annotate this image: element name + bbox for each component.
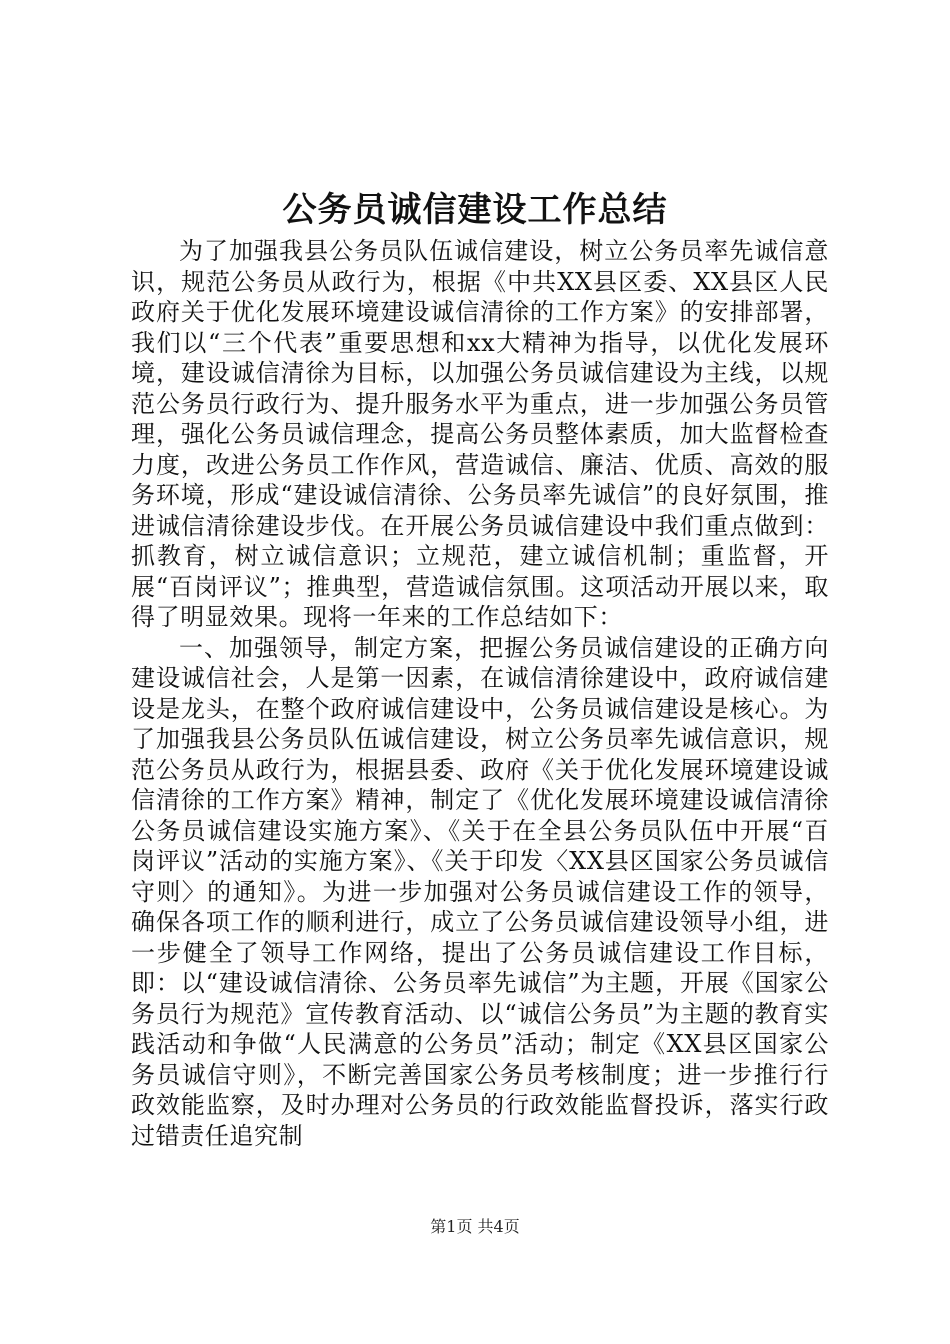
paragraph-section-one: 一、加强领导，制定方案，把握公务员诚信建设的正确方向建设诚信社会，人是第一因素，在诚信清徐建设中，政府诚信建设是龙头，在整个政府诚信建设中，公务员诚信建设是核心。为了加强我县公务员队伍诚信建设，树立公务员率先诚信意识，规范公务员从政行为，根据县委、政府《关于优化发展环境建设诚信清徐的工作方案》精神，制定了《优化发展环境建设诚信清徐公务员诚信建设实施方案》、《关于在全县公务员队伍中开展“百岗评议”活动的实施方案》、《关于印发〈XX县区国家公务员诚信守则〉的通知》。为进一步加强对公务员诚信建设工作的领导，确保各项工作的顺利进行，成立了公务员诚信建设领导小组，进一步健全了领导工作网络，提出了公务员诚信建设工作目标，即：以“建设诚信清徐、公务员率先诚信”为主题，开展《国家公务员行为规范》宣传教育活动、以“诚信公务员”为主题的教育实践活动和争做“人民满意的公务员”活动；制定《XX县区国家公务员诚信守则》，不断完善国家公务员考核制度；进一步推行行政效能监察，及时办理对公务员的行政效能监督投诉，落实行政过错责任追究制 — [131, 633, 829, 1150]
document-body — [131, 236, 829, 1151]
document-title: 公务员诚信建设工作总结 — [282, 190, 668, 230]
page-number-footer: 第1页 共4页 — [430, 1217, 520, 1236]
paragraph-intro: 为了加强我县公务员队伍诚信建设，树立公务员率先诚信意识，规范公务员从政行为，根据《中共XX县区委、XX县区人民政府关于优化发展环境建设诚信清徐的工作方案》的安排部署，我们以“三个代表”重要思想和xx大精神为指导，以优化发展环境，建设诚信清徐为目标，以加强公务员诚信建设为主线，以规范公务员行政行为、提升服务水平为重点，进一步加强公务员管理，强化公务员诚信理念，提高公务员整体素质，加大监督检查力度，改进公务员工作作风，营造诚信、廉洁、优质、高效的服务环境，形成“建设诚信清徐、公务员率先诚信”的良好氛围，推进诚信清徐建设步伐。在开展公务员诚信建设中我们重点做到：抓教育，树立诚信意识；立规范，建立诚信机制；重监督，开展“百岗评议”；推典型，营造诚信氛围。这项活动开展以来，取得了明显效果。现将一年来的工作总结如下： — [131, 237, 829, 631]
